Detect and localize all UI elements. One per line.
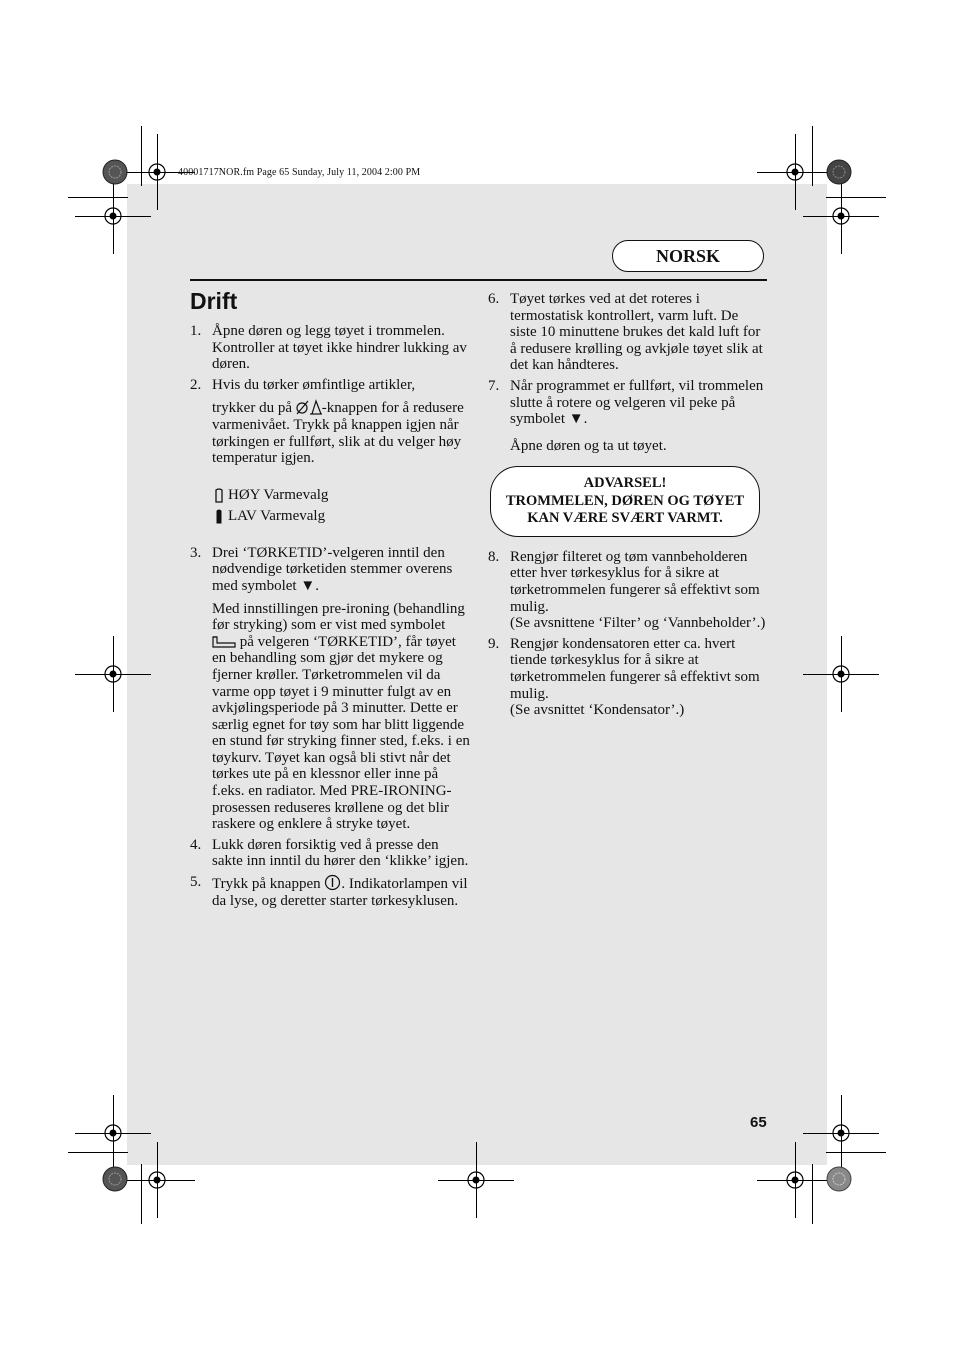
registration-target-icon: [781, 158, 809, 186]
item-text-part: . Indikatorlampen vil da lyse, og deretter starter tørkesyklusen.: [212, 876, 468, 909]
registration-target-icon: [462, 1166, 490, 1194]
item-subtext: [212, 601, 470, 833]
registration-target-icon: [827, 202, 855, 230]
power-button-icon: [324, 874, 341, 891]
list-item: [488, 291, 766, 374]
item-text-part: Når programmet er fullført, vil trommelen slutte å rotere og velgeren vil peke på symbolet: [510, 377, 764, 428]
page-number: 65: [750, 1114, 767, 1131]
item-number: 3.: [190, 544, 202, 561]
registration-target-icon: [143, 158, 171, 186]
language-tab: [612, 240, 764, 272]
item-text: Lukk døren forsiktig ved å presse den sakte inn inntil du hører den ‘klikke’ igjen.: [212, 836, 469, 870]
warning-box: [490, 466, 760, 537]
registration-target-icon: [827, 1119, 855, 1147]
legend-label: LAV Varmevalg: [228, 507, 326, 524]
item-number: 9.: [488, 635, 500, 652]
item-text-part: på velgeren ‘TØRKETID’, får tøyet en behandling som gjør det mykere og fjerner krøller. Tørketrommelen vil da varme opp tøyet i 9 minutter fulgt av en avkjølingsperiode på 3 minutter. Dette er særlig egnet for tøy som har blitt liggende en stund før stryking finner sted, f.eks. i en tøykurv. Tøyet kan også bli stivt når det tørkes ute på en klessnor eller inne på f.eks. en radiator. Med PRE-IRONING-prosessen reduseres krøllene og det blir raskere og enklere å stryke tøyet.: [212, 633, 470, 833]
item-text-part: Trykk på knappen: [212, 876, 325, 893]
registration-target-icon: [99, 202, 127, 230]
heat-legend: [190, 485, 470, 527]
list-item: [190, 837, 470, 870]
pre-ironing-icon: [212, 635, 236, 649]
item-text: Hvis du tørker ømfintlige artikler,: [212, 376, 416, 393]
item-number: 1.: [190, 323, 202, 339]
list-item: [488, 378, 766, 454]
warning-text: TROMMELEN, DØREN OG TØYET KAN VÆRE SVÆRT VARMT.: [505, 492, 745, 527]
warning-heading: ADVARSEL!: [583, 475, 667, 492]
item-text: Tøyet tørkes ved at det roteres i termostatisk kontrollert, varm luft. De siste 10 minuttene brukes det kald luft for å redusere krølling og avkjøle tøyet slik at det kan håndteres.: [510, 291, 763, 374]
list-item: [190, 545, 470, 833]
legend-item-high-heat: [212, 485, 470, 506]
list-item: [190, 323, 470, 373]
item-number: 8.: [488, 548, 500, 565]
item-number: 6.: [488, 291, 500, 307]
delicate-fabric-icon: [296, 399, 322, 415]
rosette-mark-icon: [102, 159, 128, 185]
item-text-part: -knappen for å redusere varmenivået. Trykk på knappen igjen når tørkingen er fullført, slik at du velger høy temperatur igjen.: [212, 400, 464, 467]
item-text: [212, 399, 470, 466]
language-tab-label: NORSK: [655, 245, 720, 266]
rosette-mark-icon: [102, 1166, 128, 1192]
page-title: Drift: [190, 288, 238, 314]
file-info-header: 40001717NOR.fm Page 65 Sunday, July 11, 2004 2:00 PM: [178, 167, 421, 178]
item-note: (Se avsnittet ‘Kondensator’.): [510, 702, 685, 719]
legend-item-low-heat: [212, 506, 470, 527]
item-text-part: .: [315, 577, 319, 594]
item-text: [212, 874, 470, 909]
item-note: (Se avsnittene ‘Filter’ og ‘Vannbeholder’.): [510, 615, 766, 632]
item-text: Rengjør filteret og tøm vannbeholderen etter hver tørkesyklus for å sikre at tørketrommelen fungerer så effektivt som mulig.: [510, 548, 760, 615]
registration-target-icon: [99, 1119, 127, 1147]
registration-target-icon: [99, 660, 127, 688]
item-number: 2.: [190, 376, 202, 393]
item-number: 4.: [190, 836, 202, 853]
list-item: [190, 377, 470, 467]
item-number: 5.: [190, 874, 202, 891]
right-column: [488, 291, 766, 723]
item-text-part: Drei ‘TØRKETID’-velgeren inntil den nødvendige tørketiden stemmer overens med symbolet: [212, 544, 453, 594]
item-text-part: trykker du på: [212, 400, 296, 417]
registration-target-icon: [781, 1166, 809, 1194]
legend-label: HØY Varmevalg: [228, 486, 329, 503]
low-heat-icon: [216, 508, 222, 524]
registration-target-icon: [827, 660, 855, 688]
list-item: [488, 549, 766, 632]
list-item: [488, 636, 766, 719]
left-column: [190, 323, 470, 913]
high-heat-icon: [215, 487, 223, 503]
item-text: Åpne døren og legg tøyet i trommelen. Kontroller at tøyet ikke hindrer lukking av døren.: [212, 323, 467, 373]
rosette-mark-icon: [826, 159, 852, 185]
item-text-part: Med innstillingen pre-ironing (behandling før stryking) som er vist med symbolet: [212, 600, 465, 634]
item-text: [212, 545, 470, 595]
arrow-down-icon: ▼: [568, 411, 584, 428]
item-text: Rengjør kondensatoren etter ca. hvert tiende tørkesyklus for å sikre at tørketrommelen fungerer så effektivt som mulig.: [510, 635, 760, 702]
header-rule: [190, 279, 767, 281]
rosette-mark-icon: [826, 1166, 852, 1192]
item-subtext: Åpne døren og ta ut tøyet.: [510, 437, 667, 454]
item-text-part: .: [583, 411, 588, 428]
item-text: [510, 378, 766, 428]
item-number: 7.: [488, 377, 500, 394]
arrow-down-icon: ▼: [300, 577, 316, 594]
list-item: [190, 874, 470, 909]
registration-target-icon: [143, 1166, 171, 1194]
